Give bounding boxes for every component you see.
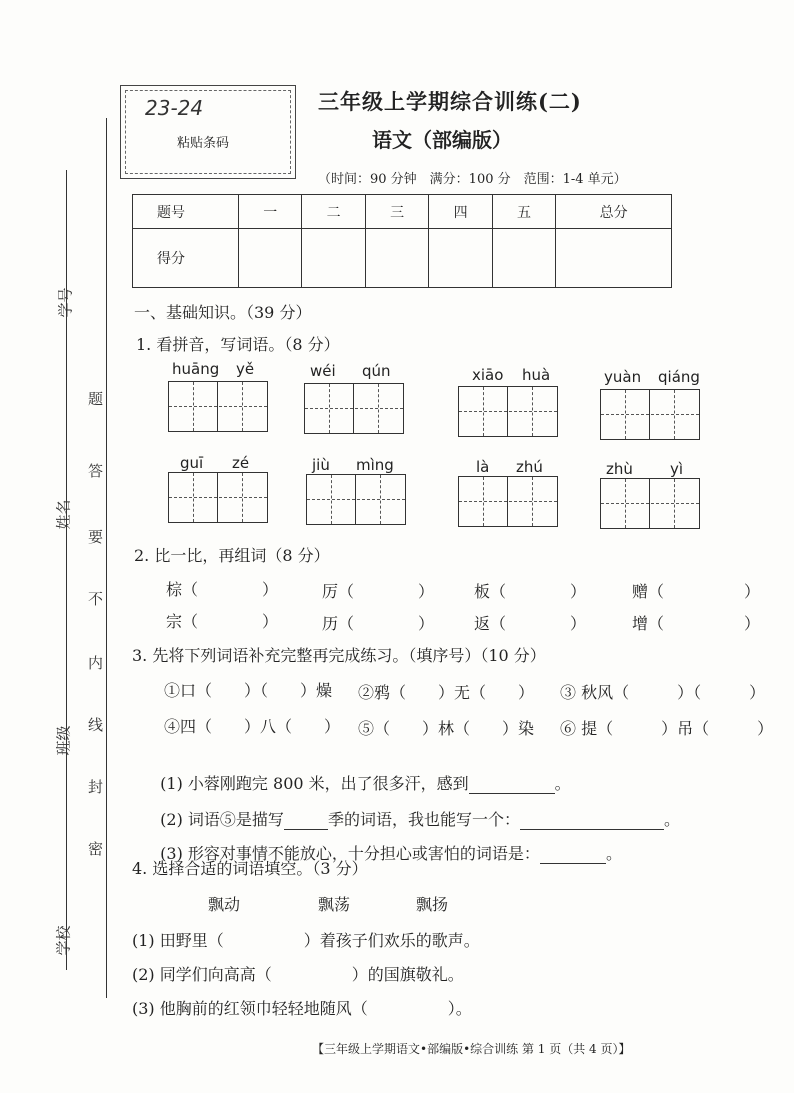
school-label: 学校 [54, 925, 73, 956]
question-4-title: 4. 选择合适的词语填空。（3 分） [132, 859, 368, 878]
name-label: 姓名 [54, 499, 73, 530]
pinyin: jiù [312, 456, 330, 474]
table-header-cell: 二 [302, 195, 365, 229]
seal-line [106, 118, 107, 998]
pinyin: zé [232, 454, 250, 472]
score-cell[interactable] [239, 229, 302, 288]
pinyin: là [476, 458, 490, 476]
score-cell[interactable] [556, 229, 672, 288]
section-title: 一、基础知识。（39 分） [134, 303, 312, 322]
compare-item[interactable]: 厉（ ） [322, 582, 435, 601]
class-label: 班级 [54, 725, 73, 756]
pinyin: yuàn [604, 368, 642, 386]
answer-blank[interactable] [540, 847, 606, 864]
page-subtitle: 语文（部编版） [372, 128, 512, 152]
writing-grid[interactable] [168, 381, 268, 432]
pinyin: huāng [172, 360, 220, 378]
compare-item[interactable]: 历（ ） [322, 614, 435, 633]
pinyin: zhú [516, 458, 543, 476]
idiom-item[interactable]: ④四（ ）八（ ） [164, 717, 341, 736]
table-header-cell: 题号 [133, 195, 239, 229]
writing-grid[interactable] [304, 383, 404, 434]
writing-grid[interactable] [458, 386, 558, 437]
exam-meta: （时间：90 分钟 满分：100 分 范围：1-4 单元） [318, 172, 627, 187]
pinyin: qún [362, 362, 391, 380]
q3-sub3-text: (3) 形容对事情不能放心，十分担心或害怕的词语是： [160, 844, 540, 863]
score-cell[interactable] [302, 229, 365, 288]
fill-sentence[interactable]: (1) 田野里（ ）着孩子们欢乐的歌声。 [132, 931, 480, 950]
q3-sub2-text: (2) 词语⑤是描写 [160, 810, 284, 829]
pinyin: mìng [356, 456, 394, 474]
pinyin: wéi [310, 362, 336, 380]
idiom-item[interactable]: ①口（ ）（ ）燥 [164, 681, 333, 700]
compare-item[interactable]: 赠（ ） [632, 582, 761, 601]
idiom-item[interactable]: ⑥ 提（ ）吊（ ） [560, 719, 774, 738]
fill-sentence[interactable]: (3) 他胸前的红领巾轻轻地随风（ ）。 [132, 999, 472, 1018]
question-1-title: 1. 看拼音，写词语。（8 分） [136, 335, 340, 354]
score-cell[interactable] [429, 229, 492, 288]
score-row-label: 得分 [133, 229, 239, 288]
fill-sentence[interactable]: (2) 同学们向高高（ ）的国旗敬礼。 [132, 965, 464, 984]
word-option: 飘荡 [318, 895, 351, 914]
pinyin: xiāo [472, 366, 504, 384]
question-3-title: 3. 先将下列词语补充完整再完成练习。（填序号）（10 分） [132, 646, 546, 665]
q3-sub3-end: 。 [605, 844, 622, 863]
compare-item[interactable]: 增（ ） [632, 614, 761, 633]
compare-item[interactable]: 返（ ） [474, 614, 587, 633]
table-header-cell: 三 [365, 195, 428, 229]
idiom-item[interactable]: ⑤（ ）林（ ）染 [358, 719, 535, 738]
seal-char: 答 [88, 462, 104, 480]
pinyin: yě [236, 360, 255, 378]
pinyin: guī [180, 454, 204, 472]
seal-char: 封 [88, 778, 104, 796]
compare-item[interactable]: 板（ ） [474, 582, 587, 601]
table-header-cell: 五 [492, 195, 555, 229]
compare-item[interactable]: 宗（ ） [166, 612, 279, 631]
barcode-box [120, 85, 296, 179]
pinyin: huà [522, 366, 551, 384]
pinyin: yì [670, 460, 684, 478]
seal-char: 题 [88, 390, 104, 408]
barcode-label: 粘贴条码 [177, 136, 230, 151]
seal-char: 线 [88, 716, 104, 734]
table-header-cell: 总分 [556, 195, 672, 229]
pinyin: qiáng [658, 368, 700, 386]
page-title: 三年级上学期综合训练(二) [318, 89, 582, 114]
q3-sub1-end: 。 [554, 774, 571, 793]
student-id-label: 学号 [56, 287, 75, 318]
word-option: 飘动 [208, 895, 241, 914]
page-footer: 【三年级上学期语文•部编版•综合训练 第 1 页（共 4 页）】 [312, 1042, 631, 1056]
idiom-item[interactable]: ③ 秋风（ ）（ ） [560, 683, 766, 702]
pinyin: zhù [606, 460, 633, 478]
writing-grid[interactable] [458, 476, 558, 527]
writing-grid[interactable] [600, 478, 700, 529]
table-header-cell: 四 [429, 195, 492, 229]
handwritten-number: 23-24 [145, 96, 204, 120]
seal-char: 不 [88, 590, 104, 608]
writing-grid[interactable] [600, 389, 700, 440]
seal-char: 密 [88, 840, 104, 858]
question-2-title: 2. 比一比，再组词（8 分） [134, 546, 330, 565]
seal-char: 内 [88, 654, 104, 672]
q3-sub2-end: 。 [663, 810, 680, 829]
table-header-cell: 一 [239, 195, 302, 229]
q3-sub2-text2: 季的词语，我也能写一个： [327, 810, 520, 829]
idiom-item[interactable]: ②鸦（ ）无（ ） [358, 683, 535, 702]
q3-sub1-text: (1) 小蓉刚跑完 800 米，出了很多汗，感到 [160, 774, 469, 793]
writing-grid[interactable] [306, 474, 406, 525]
word-option: 飘扬 [416, 895, 449, 914]
compare-item[interactable]: 棕（ ） [166, 580, 279, 599]
score-cell[interactable] [492, 229, 555, 288]
seal-char: 要 [88, 528, 104, 546]
score-table [132, 194, 672, 288]
score-cell[interactable] [365, 229, 428, 288]
writing-grid[interactable] [168, 472, 268, 523]
